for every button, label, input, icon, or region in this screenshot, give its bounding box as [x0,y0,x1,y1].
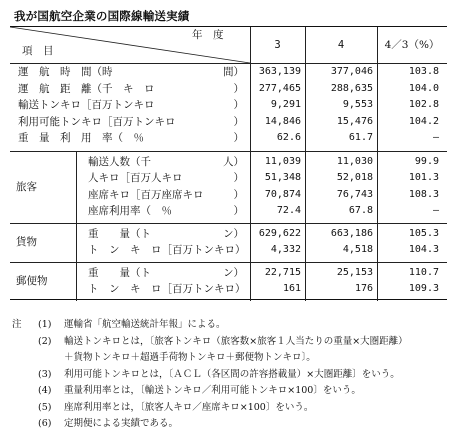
row-label [18,64,244,80]
notes-section [12,317,447,433]
group-label-passenger: 旅客 [16,180,37,193]
value-year-4: 25,153 [336,266,373,278]
value-ratio: ― [432,205,439,216]
row-label-unit-close: 間） [223,66,244,78]
row-label-text: 輸送トンキロ［百万トンキロ [18,99,155,111]
row-label-text: 輸送人数（千 [88,155,151,168]
note-key [12,400,38,417]
row-label-text: 運 航 距 離（千 キ ロ [18,82,155,95]
row-label-text: 重 量（ト [88,227,151,240]
row-label [88,242,244,258]
note-key [12,350,38,367]
value-ratio: 104.0 [408,82,439,94]
row-label-text: ト ン キ ロ［百万トンキロ [88,244,235,256]
row-label-unit-close: ） [233,99,244,111]
note-line [12,400,447,417]
note-num: (5) [38,401,52,413]
row-label-text: 利用可能トンキロ［百万トンキロ [18,115,176,128]
value-year-3: 277,465 [258,82,301,94]
note-num: (6) [38,418,52,429]
value-year-3: 161 [282,283,301,294]
row-label-unit-close: ン） [223,227,244,240]
header-year: 年 度 [192,29,224,41]
value-year-4: 288,635 [330,82,373,94]
value-year-3: 14,846 [264,115,301,127]
row-label-unit-close: ） [235,283,246,295]
value-year-4: 4,518 [342,244,373,255]
note-line [12,334,447,351]
group-divider [76,223,77,262]
value-year-4: 176 [354,283,373,294]
row-label [18,130,244,146]
value-year-4: 663,186 [330,227,373,239]
value-ratio: 101.3 [408,172,439,183]
value-year-3: 51,348 [264,172,301,183]
note-key [12,383,38,400]
note-text: 座席利用率とは，〔旅客人キロ／座席キロ×100〕をいう。 [64,401,314,413]
header-col-ratio: 4／3（%） [384,39,440,51]
row-label [88,154,244,170]
group-label-mail: 郵便物 [16,275,48,287]
row-label-unit-close: ） [233,115,244,128]
group-label-cargo: 貨物 [16,236,37,248]
row-label-text: 重 量（ト [88,266,151,279]
column-divider [305,27,306,301]
statistics-table [10,26,447,300]
note-text: ＋貨物トンキロ＋超過手荷物トンキロ＋郵便物トンキロ〕。 [64,352,316,363]
value-year-3: 70,874 [264,188,301,200]
note-text: 定期便による実績である。 [64,418,179,429]
value-year-4: 67.8 [348,205,373,216]
note-line [12,383,447,400]
row-label [88,281,244,297]
note-num: (1) [38,319,52,330]
row-label-text: 座席キロ［百万座席キロ [88,188,204,201]
column-divider [377,27,378,301]
value-ratio: 108.3 [408,188,439,200]
value-year-4: 15,476 [336,115,373,127]
header-item: 項 目 [22,45,54,57]
value-year-4: 9,553 [342,99,373,110]
value-year-4: 76,743 [336,188,373,200]
table-title: 我が国航空企業の国際線輸送実績 [14,9,190,23]
value-ratio: 104.3 [408,244,439,255]
note-key [12,334,38,351]
value-ratio: 109.3 [408,283,439,294]
note-num: (3) [38,368,52,380]
value-ratio: ― [432,132,439,143]
row-label-unit-close: 人） [223,155,244,168]
value-year-3: 62.6 [276,132,301,143]
value-ratio: 102.8 [408,99,439,110]
row-label-text: 人キロ［百万人キロ [88,172,183,184]
row-label [18,97,244,113]
note-key [12,367,38,384]
value-ratio: 103.8 [408,66,439,77]
value-year-4: 61.7 [348,132,373,143]
row-label-text: ト ン キ ロ［百万トンキロ [88,283,235,295]
row-label [18,114,244,130]
row-label-unit-close: ） [233,82,244,95]
row-label [88,170,244,186]
note-line [12,416,447,433]
row-label [88,203,244,219]
value-ratio: 110.7 [408,266,439,278]
note-text: 重量利用率とは，〔輸送トンキロ／利用可能トンキロ×100〕をいう。 [64,385,361,396]
note-num: (4) [38,385,52,396]
note-text: 輸送トンキロとは，〔旅客トンキロ（旅客数×旅客１人当たりの重量×大圏距離） [64,335,408,347]
row-label-unit-close: ） [233,188,244,201]
value-ratio: 104.2 [408,115,439,127]
note-line [12,350,447,367]
value-ratio: 99.9 [414,155,439,167]
row-label [88,187,244,203]
header-col-4: 4 [337,39,345,51]
value-year-4: 11,030 [336,155,373,167]
note-key [12,416,38,433]
column-divider [250,27,251,301]
row-label-unit-close: ） [233,172,244,184]
row-label [88,226,244,242]
row-label-unit-close: ） [235,244,246,256]
value-year-4: 377,046 [330,66,373,77]
row-label-unit-close: ン） [223,266,244,279]
note-key: 注 [12,319,22,330]
note-text: 運輸省「航空輸送統計年報」による。 [64,319,226,330]
value-year-3: 22,715 [264,266,301,278]
row-label [18,81,244,97]
row-label-unit-close: ） [233,132,244,144]
group-divider [76,262,77,301]
row-label [88,265,244,281]
value-year-3: 9,291 [270,99,301,110]
row-label-text: 運 航 時 間（時 [18,66,113,78]
value-year-3: 72.4 [276,205,301,216]
row-label-text: 座席利用率（ ％ [88,205,172,217]
note-line [12,367,447,384]
value-year-3: 11,039 [264,155,301,167]
value-year-3: 629,622 [258,227,301,239]
value-year-4: 52,018 [336,172,373,183]
row-label-unit-close: ） [233,205,244,217]
value-ratio: 105.3 [408,227,439,239]
value-year-3: 4,332 [270,244,301,255]
group-divider [76,151,77,223]
value-year-3: 363,139 [258,66,301,77]
note-num: (2) [38,335,52,347]
row-label-text: 重 量 利 用 率（ ％ [18,132,144,144]
note-line [12,317,447,334]
note-text: 利用可能トンキロとは，〔ＡＣＬ（各区間の許容搭載量）×大圏距離〕をいう。 [64,368,400,380]
header-col-3: 3 [274,39,281,51]
note-num [38,350,64,367]
